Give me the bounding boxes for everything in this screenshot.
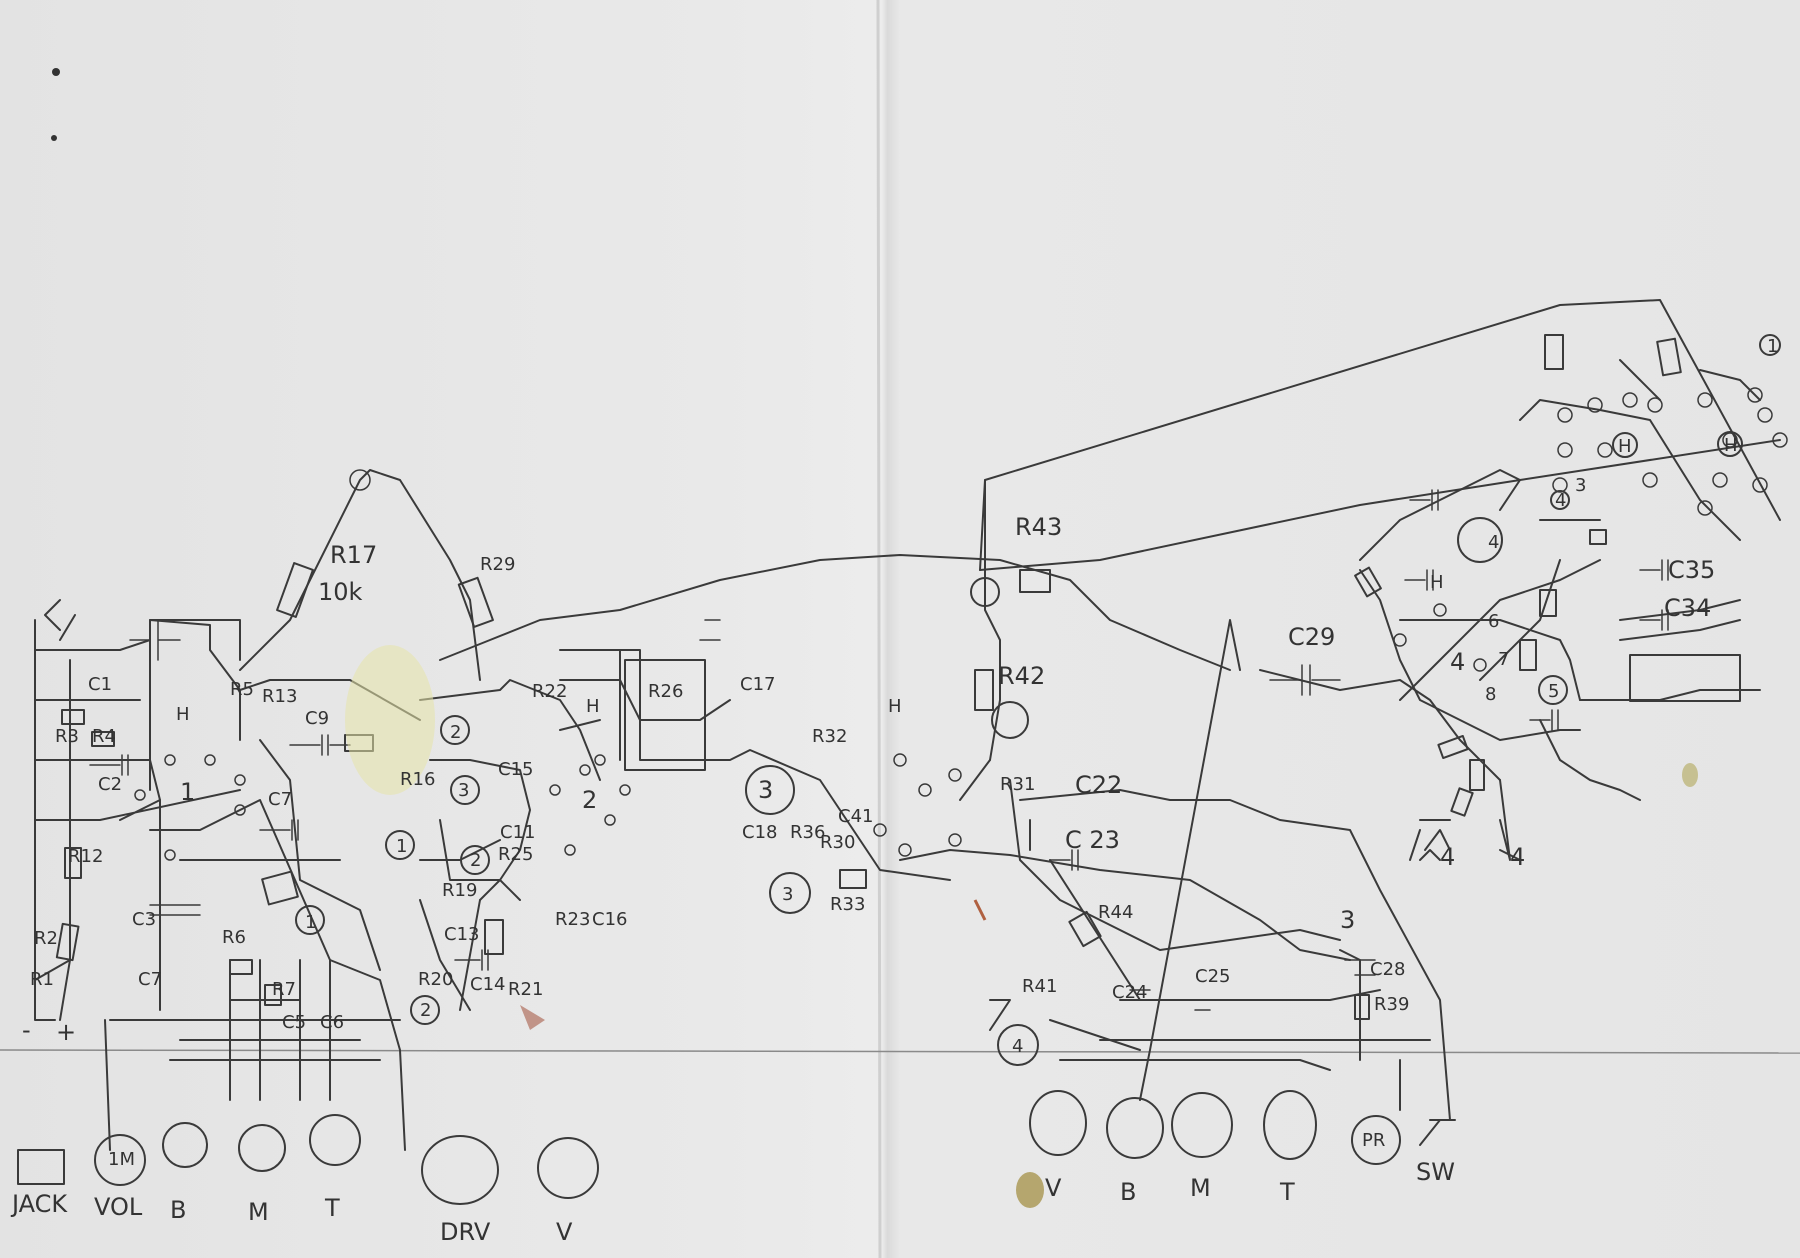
dot-mark-2: [51, 135, 57, 141]
control-label-jack: JACK: [12, 1190, 68, 1218]
tube-number-4d: 4: [1440, 843, 1456, 871]
tube-number-2c: 2: [470, 850, 482, 871]
label-r5: R5: [230, 679, 254, 700]
label-c35: C35: [1668, 556, 1716, 584]
label-c24: C24: [1112, 982, 1148, 1003]
label-r2: R2: [34, 928, 58, 949]
label-r3: R3: [55, 726, 79, 747]
right-pots: [990, 820, 1455, 1164]
tab-mark-7: 7: [1498, 649, 1510, 670]
control-label-v: V: [556, 1218, 573, 1246]
label-r17-value: 10k: [318, 578, 363, 606]
label-r39: R39: [1374, 994, 1410, 1015]
label-r44: R44: [1098, 902, 1134, 923]
tab-mark-3: 3: [1575, 475, 1587, 496]
label-r23: R23: [555, 909, 591, 930]
tube-number-2a: 2: [450, 722, 462, 743]
control-label-vol: VOL: [94, 1193, 143, 1221]
control-label-drv: DRV: [440, 1218, 491, 1246]
label-c25: C25: [1195, 966, 1231, 987]
control-label-b-right: B: [1120, 1178, 1137, 1206]
label-r7: R7: [272, 979, 296, 1000]
label-c17: C17: [740, 674, 776, 695]
label-c22: C22: [1075, 771, 1123, 799]
tube-number-3c: 3: [782, 884, 794, 905]
pot-volume-ch2: [538, 1138, 598, 1198]
polarity-minus: -: [22, 1016, 31, 1044]
label-c9: C9: [305, 708, 330, 729]
paper-fold: [878, 0, 880, 1258]
tube-number-4c: 4: [1488, 532, 1500, 553]
label-c2: C2: [98, 774, 123, 795]
control-label-b: B: [170, 1196, 187, 1224]
r41-pot-arrow: [990, 1000, 1010, 1030]
pot-pr-label: PR: [1362, 1130, 1386, 1151]
label-r20: R20: [418, 969, 454, 990]
label-r25: R25: [498, 844, 534, 865]
label-c16: C16: [592, 909, 628, 930]
tube-number-3b: 3: [758, 776, 774, 804]
control-label-m: M: [248, 1198, 269, 1226]
label-c1: C1: [88, 674, 113, 695]
controls-right: [1045, 1158, 1455, 1206]
pot-vol-value: 1M: [108, 1149, 135, 1170]
pot-treble-left: [310, 1115, 360, 1165]
control-label-sw: SW: [1416, 1158, 1455, 1186]
label-r43: R43: [1015, 513, 1063, 541]
label-r30: R30: [820, 832, 856, 853]
pot-volume-right: [1030, 1091, 1086, 1155]
tube-number-1c: 1: [305, 912, 317, 933]
label-c34: C34: [1664, 594, 1712, 622]
tube-number-4b: 4: [1012, 1036, 1024, 1057]
tube-number-2b: 2: [582, 786, 598, 814]
label-r16: R16: [400, 769, 436, 790]
pot-treble-right: [1264, 1091, 1316, 1159]
label-c15: C15: [498, 759, 534, 780]
switch-symbol: [1420, 1120, 1455, 1145]
label-c11: C11: [500, 822, 536, 843]
label-r36: R36: [790, 822, 826, 843]
heater-mark-1: H: [176, 704, 190, 725]
control-label-t-right: T: [1280, 1178, 1295, 1206]
label-c29: C29: [1288, 623, 1336, 651]
tube-number-3d: 3: [1340, 906, 1356, 934]
label-r31: R31: [1000, 774, 1036, 795]
polarity-plus: +: [56, 1018, 77, 1046]
tab-mark-1: 1: [1767, 336, 1779, 357]
brown-stain: [1016, 1172, 1044, 1208]
tube-number-1a: 1: [180, 778, 196, 806]
tab-mark-4: 4: [1555, 490, 1567, 511]
ground-bar-2: [1420, 850, 1440, 860]
label-r12: R12: [68, 846, 104, 867]
tube-number-2d: 2: [420, 1000, 432, 1021]
small-stain: [1682, 763, 1698, 787]
label-c28: C28: [1370, 959, 1406, 980]
tube-number-6: 6: [1488, 611, 1500, 632]
tube-number-4a: 4: [1450, 648, 1466, 676]
tube-number-1b: 1: [396, 836, 408, 857]
label-c14: C14: [470, 974, 506, 995]
wire-scrap: [520, 1005, 545, 1030]
label-c7-bottom: C7: [138, 969, 163, 990]
heater-mark-5: H: [1618, 436, 1632, 457]
pot-mid-right: [1172, 1093, 1232, 1157]
right-labels: [1664, 556, 1715, 622]
label-c3: C3: [132, 909, 157, 930]
middle-labels: [742, 513, 1409, 1015]
label-r6: R6: [222, 927, 246, 948]
label-r26: R26: [648, 681, 684, 702]
control-label-t: T: [325, 1194, 340, 1222]
heater-mark-4: H: [1430, 572, 1444, 593]
control-label-m-right: M: [1190, 1174, 1211, 1202]
label-r21: R21: [508, 979, 544, 1000]
heater-mark-2: H: [586, 696, 600, 717]
label-c5: C5: [282, 1012, 307, 1033]
pot-bass-right: [1107, 1098, 1163, 1158]
pot-mid-left: [239, 1125, 285, 1171]
label-c18: C18: [742, 822, 778, 843]
pot-drive: [422, 1136, 498, 1204]
label-c6: C6: [320, 1012, 345, 1033]
label-r19: R19: [442, 880, 478, 901]
label-r1: R1: [30, 969, 54, 990]
wire-scrap-2: [975, 900, 985, 920]
label-r32: R32: [812, 726, 848, 747]
label-r17: R17: [330, 541, 378, 569]
heater-mark-6: H: [1724, 435, 1738, 456]
label-c23: C 23: [1065, 826, 1120, 854]
label-r33: R33: [830, 894, 866, 915]
jack-socket: [18, 1150, 64, 1184]
heater-mark-3: H: [888, 696, 902, 717]
label-c13: C13: [444, 924, 480, 945]
label-r22: R22: [532, 681, 568, 702]
baseline-line: [0, 1050, 1800, 1053]
tube-number-5: 5: [1548, 681, 1560, 702]
right-board-wiring: [900, 300, 1780, 1120]
left-pots: [18, 1115, 598, 1204]
label-c41: C41: [838, 806, 874, 827]
tube-number-4e: 4: [1510, 843, 1526, 871]
label-r4: R4: [92, 726, 116, 747]
left-labels: [30, 541, 778, 1033]
tube-number-8: 8: [1485, 684, 1497, 705]
label-r42: R42: [998, 662, 1046, 690]
dot-mark: [52, 68, 60, 76]
label-r13: R13: [262, 686, 298, 707]
controls-left: [10, 1190, 573, 1246]
pot-bass-left: [163, 1123, 207, 1167]
right-capacitors: [1050, 490, 1668, 1010]
tube-number-3a: 3: [458, 780, 470, 801]
control-label-v-right: V: [1045, 1174, 1062, 1202]
label-r41: R41: [1022, 976, 1058, 997]
label-r29: R29: [480, 554, 516, 575]
label-c7-top: C7: [268, 789, 293, 810]
